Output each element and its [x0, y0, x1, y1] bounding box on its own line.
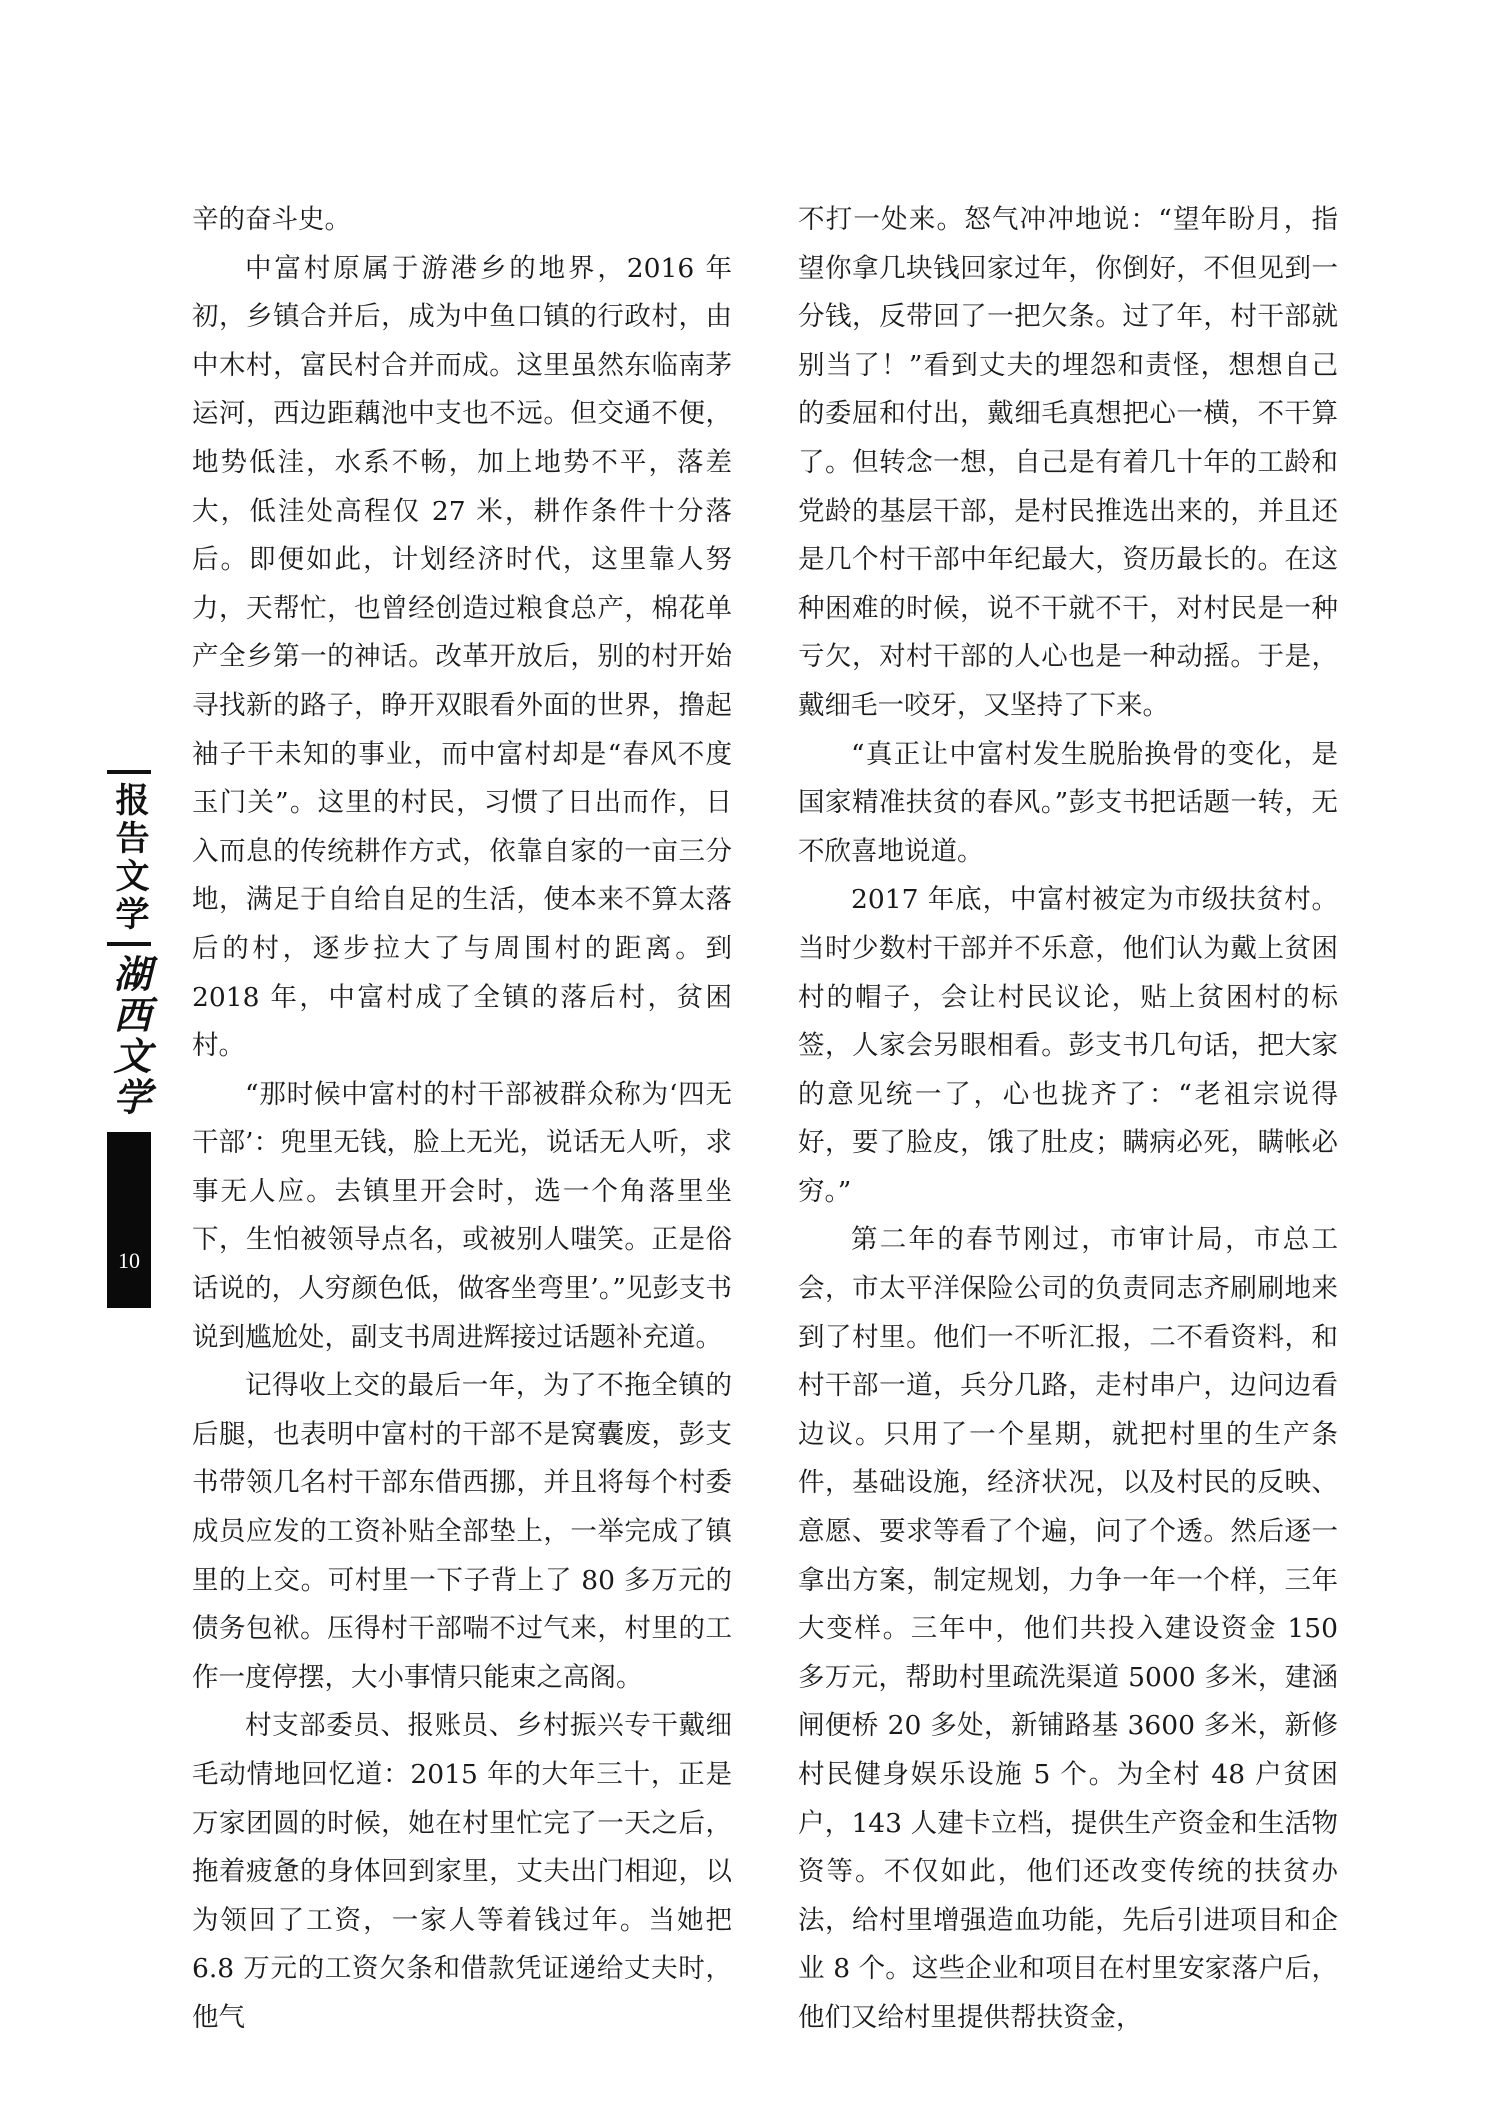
paragraph: “真正让中富村发生脱胎换骨的变化，是国家精准扶贫的春风。”彭支书把话题一转，无不欣喜地说道。 — [798, 738, 1338, 867]
paragraph: 2017 年底，中富村被定为市级扶贫村。当时少数村干部并不乐意，他们认为戴上贫困村的帽子，会让村民议论，贴上贫困村的标签，人家会另眼相看。彭支书几句话，把大家的意见统一了，心也拢齐了：“老祖宗说得好，要了脸皮，饿了肚皮；瞒病必死，瞒帐必穷。” — [798, 884, 1338, 1207]
page-number: 10 — [118, 1248, 140, 1273]
section-sidebar — [107, 770, 151, 1308]
text-column-right — [798, 196, 1338, 2043]
paragraph: “那时候中富村的村干部被群众称为‘四无干部’：兜里无钱，脸上无光，说话无人听，求事无人应。去镇里开会时，选一个角落里坐下，生怕被领导点名，或被别人嗤笑。正是俗话说的，人穷颜色低，做客坐弯里’。”见彭支书说到尴尬处，副支书周进辉接过话题补充道。 — [192, 1078, 732, 1353]
sidebar-top-rule — [107, 770, 151, 774]
page-number-box — [107, 1132, 151, 1308]
sidebar-middle-rule — [107, 942, 151, 946]
paragraph: 记得收上交的最后一年，为了不拖全镇的后腿，也表明中富村的干部不是窝囊废，彭支书带领几名村干部东借西挪，并且将每个村委成员应发的工资补贴全部垫上，一举完成了镇里的上交。可村里一下子背上了 80 多万元的债务包袱。压得村干部喘不过气来，村里的工作一度停摆，大小事情只能束之高阁。 — [192, 1370, 732, 1693]
magazine-brand-logo: 湖西文学 — [107, 954, 152, 1118]
paragraph: 中富村原属于游港乡的地界，2016 年初，乡镇合并后，成为中鱼口镇的行政村，由中木村，富民村合并而成。这里虽然东临南茅运河，西边距藕池中支也不远。但交通不便，地势低洼，水系不畅，加上地势不平，落差大，低洼处高程仅 27 米，耕作条件十分落后。即便如此，计划经济时代，这里靠人努力，天帮忙，也曾经创造过粮食总产，棉花单产全乡第一的神话。改革开放后，别的村开始寻找新的路子，睁开双眼看外面的世界，撸起袖子干未知的事业，而中富村却是“春风不度玉门关”。这里的村民，习惯了日出而作，日入而息的传统耕作方式，依靠自家的一亩三分地，满足于自给自足的生活，使本来不算太落后的村，逐步拉大了与周围村的距离。到 2018 年，中富村成了全镇的落后村，贫困村。 — [192, 252, 732, 1062]
paragraph: 第二年的春节刚过，市审计局，市总工会，市太平洋保险公司的负责同志齐刷刷地来到了村里。他们一不听汇报，二不看资料，和村干部一道，兵分几路，走村串户，边问边看边议。只用了一个星期，就把村里的生产条件，基础设施，经济状况，以及村民的反映、意愿、要求等看了个遍，问了个透。然后逐一拿出方案，制定规划，力争一年一个样，三年大变样。三年中，他们共投入建设资金 150 多万元，帮助村里疏洗渠道 5000 多米，建涵闸便桥 20 多处，新铺路基 3600 多米，新修村民健身娱乐设施 5 个。为全村 48 户贫困户，143 人建卡立档，提供生产资金和生活物资等。不仅如此，他们还改变传统的扶贫办法，给村里增强造血功能，先后引进项目和企业 8 个。这些企业和项目在村里安家落户后，他们又给村里提供帮扶资金， — [798, 1224, 1338, 2033]
text-column-left — [192, 196, 732, 2043]
section-title: 报告文学 — [109, 782, 149, 934]
paragraph: 不打一处来。怒气冲冲地说：“望年盼月，指望你拿几块钱回家过年，你倒好，不但见到一分钱，反带回了一把欠条。过了年，村干部就别当了！”看到丈夫的埋怨和责怪，想想自己的委屈和付出，戴细毛真想把心一横，不干算了。但转念一想，自己是有着几十年的工龄和党龄的基层干部，是村民推选出来的，并且还是几个村干部中年纪最大，资历最长的。在这种困难的时候，说不干就不干，对村民是一种亏欠，对村干部的人心也是一种动摇。于是，戴细毛一咬牙，又坚持了下来。 — [798, 204, 1338, 721]
paragraph: 村支部委员、报账员、乡村振兴专干戴细毛动情地回忆道：2015 年的大年三十，正是万家团圆的时候，她在村里忙完了一天之后，拖着疲惫的身体回到家里，丈夫出门相迎，以为领回了工资，一家人等着钱过年。当她把 6.8 万元的工资欠条和借款凭证递给丈夫时，他气 — [192, 1710, 732, 2033]
paragraph: 辛的奋斗史。 — [192, 204, 351, 235]
